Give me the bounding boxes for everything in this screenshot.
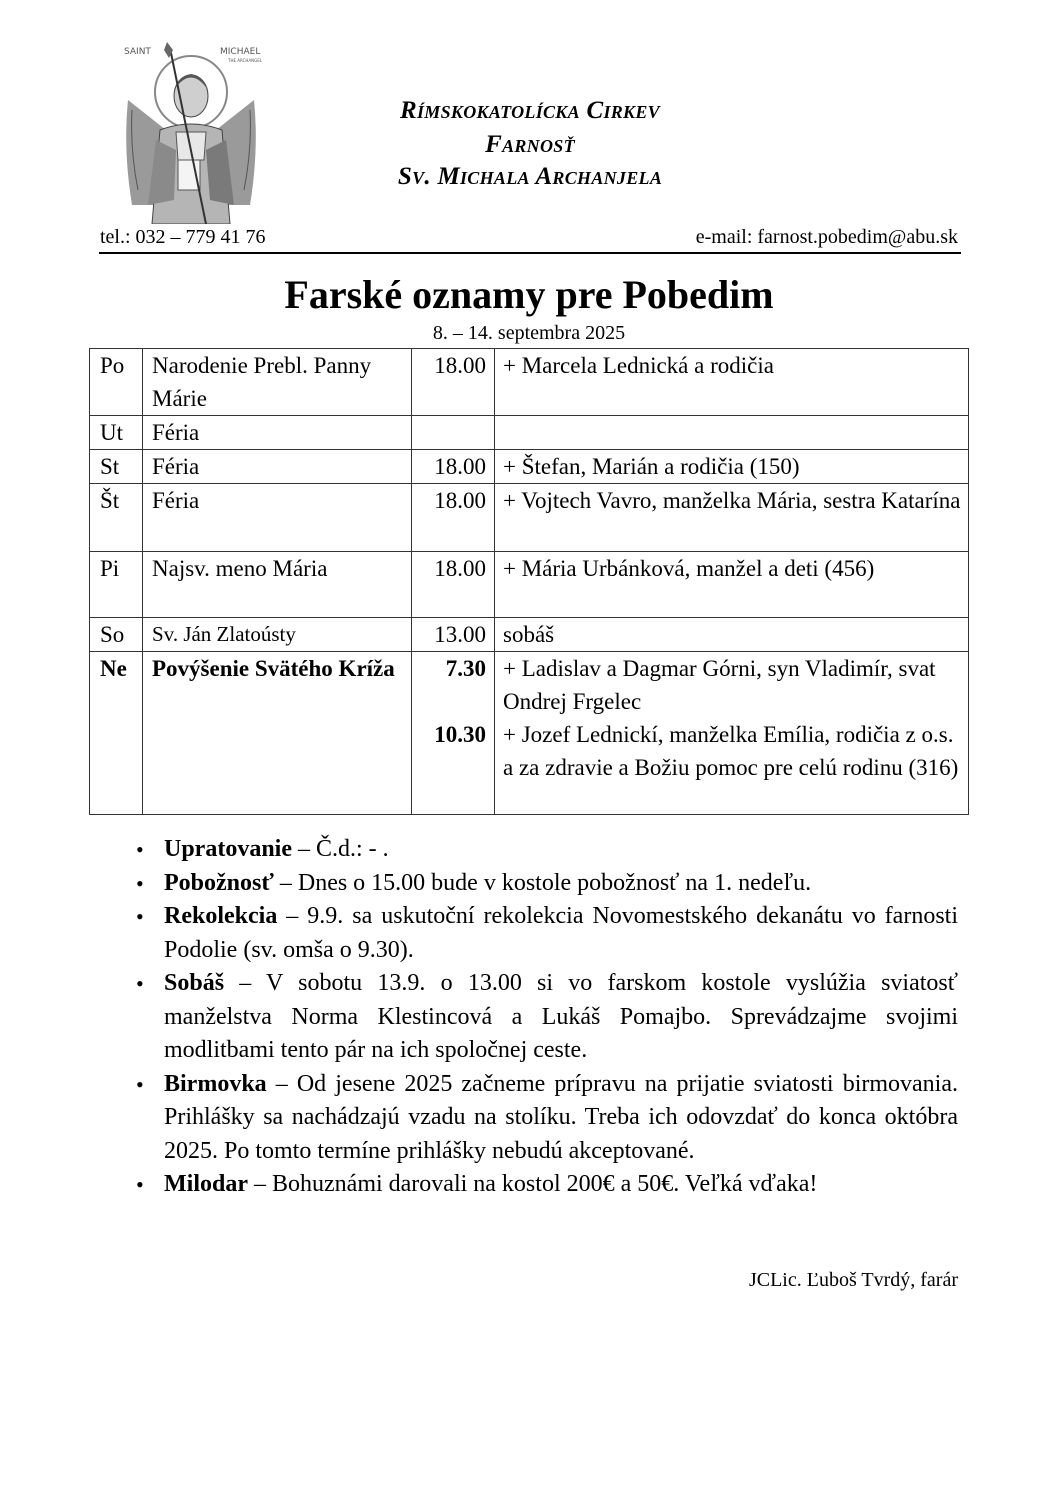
bullet-icon: • bbox=[136, 1071, 144, 1097]
time-entry: 7.30 bbox=[445, 656, 486, 681]
schedule-row bbox=[90, 349, 969, 416]
intention-entry: + Ladislav a Dagmar Górni, syn Vladimír, svat Ondrej Frgelec bbox=[503, 656, 936, 714]
bullet-icon: • bbox=[136, 837, 144, 862]
parish-name: Sv. Michala Archanjela bbox=[397, 163, 663, 190]
bullet-icon: • bbox=[136, 870, 144, 896]
date-range: 8. – 14. septembra 2025 bbox=[432, 322, 626, 344]
parish-label: Farnosť bbox=[485, 131, 575, 158]
time-entry: 10.30 bbox=[434, 722, 486, 747]
time-cell: 18.00 bbox=[412, 450, 495, 484]
notice-text: – 9.9. sa uskutoční rekolekcia Novomestského dekanátu vo farnosti Podolie (sv. omša o 9.30). bbox=[164, 903, 958, 963]
intention-cell: + Mária Urbánková, manžel a deti (456) bbox=[495, 552, 969, 618]
intention-cell: + Marcela Lednická a rodičia bbox=[495, 349, 969, 416]
notice-item bbox=[130, 833, 958, 867]
contact-phone: tel.: 032 – 779 41 76 bbox=[100, 226, 266, 248]
day-cell: Pi bbox=[90, 552, 143, 618]
schedule-row bbox=[90, 416, 969, 450]
svg-text:THE ARCHANGEL: THE ARCHANGEL bbox=[228, 58, 262, 63]
time-cell: 18.00 bbox=[412, 552, 495, 618]
notice-text: – Od jesene 2025 začneme prípravu na prijatie sviatosti birmovania. Prihlášky sa nachádzajú vzadu na stolíku. Treba ich odovzdať do konca októbra 2025. Po tomto termíne prihlášky nebudú akceptované. bbox=[164, 1070, 958, 1164]
schedule-row bbox=[90, 618, 969, 652]
time-cell: 13.00 bbox=[412, 618, 495, 652]
notice-label: Birmovka bbox=[164, 1070, 267, 1097]
contact-email[interactable]: e-mail: farnost.pobedim@abu.sk bbox=[695, 226, 958, 248]
intention-cell bbox=[495, 652, 969, 815]
page-title: Farské oznamy pre Pobedim bbox=[284, 272, 774, 317]
saint-michael-icon bbox=[118, 40, 264, 224]
feast-cell: Najsv. meno Mária bbox=[143, 552, 412, 618]
notice-item bbox=[130, 900, 958, 967]
intention-cell: + Štefan, Marián a rodičia (150) bbox=[495, 450, 969, 484]
schedule-row bbox=[90, 450, 969, 484]
day-cell: Po bbox=[90, 349, 143, 416]
day-cell: So bbox=[90, 618, 143, 652]
time-cell bbox=[412, 416, 495, 450]
notice-item bbox=[130, 1068, 958, 1169]
time-cell bbox=[412, 652, 495, 815]
feast-cell: Povýšenie Svätého Kríža bbox=[143, 652, 412, 815]
signature: JCLic. Ľuboš Tvrdý, farár bbox=[748, 1269, 958, 1291]
notice-text: – Č.d.: - . bbox=[292, 836, 389, 862]
notice-item bbox=[130, 1168, 958, 1202]
time-cell: 18.00 bbox=[412, 484, 495, 552]
notice-text: – Dnes o 15.00 bude v kostole pobožnosť na 1. nedeľu. bbox=[273, 869, 812, 896]
bullet-icon: • bbox=[136, 1172, 144, 1197]
notice-label: Milodar bbox=[164, 1171, 248, 1197]
notice-label: Upratovanie bbox=[164, 836, 292, 862]
notice-item bbox=[130, 867, 958, 901]
svg-text:MICHAEL: MICHAEL bbox=[220, 47, 261, 57]
notice-label: Pobožnosť bbox=[164, 869, 274, 896]
schedule-row bbox=[90, 552, 969, 618]
header-divider bbox=[99, 252, 961, 254]
intention-cell bbox=[495, 416, 969, 450]
feast-cell: Féria bbox=[143, 484, 412, 552]
notices-list bbox=[130, 833, 958, 1202]
feast-cell: Féria bbox=[143, 416, 412, 450]
day-cell: St bbox=[90, 450, 143, 484]
intention-cell: sobáš bbox=[495, 618, 969, 652]
feast-cell: Féria bbox=[143, 450, 412, 484]
notice-text: – V sobotu 13.9. o 13.00 si vo farskom kostole vyslúžia sviatosť manželstva Norma Klestincová a Lukáš Pomajbo. Sprevádzajme svojimi modlitbami tento pár na ich spoločnej ceste. bbox=[164, 970, 958, 1063]
feast-cell: Sv. Ján Zlatoústy bbox=[143, 618, 412, 652]
svg-text:SAINT: SAINT bbox=[124, 47, 151, 57]
day-cell: Št bbox=[90, 484, 143, 552]
bullet-icon: • bbox=[136, 971, 144, 996]
schedule-row bbox=[90, 652, 969, 815]
time-cell: 18.00 bbox=[412, 349, 495, 416]
notice-label: Rekolekcia bbox=[164, 903, 278, 929]
intention-cell: + Vojtech Vavro, manželka Mária, sestra Katarína bbox=[495, 484, 969, 552]
notice-label: Sobáš bbox=[164, 970, 225, 996]
day-cell: Ne bbox=[90, 652, 143, 815]
intention-entry: + Jozef Lednickí, manželka Emília, rodičia z o.s. a za zdravie a Božiu pomoc pre celú rodinu (316) bbox=[503, 722, 959, 780]
church-name: Rímskokatolícka Cirkev bbox=[400, 97, 660, 124]
bullet-icon: • bbox=[136, 904, 144, 929]
schedule-row bbox=[90, 484, 969, 552]
notice-text: – Bohuznámi darovali na kostol 200€ a 50€. Veľká vďaka! bbox=[248, 1171, 818, 1197]
day-cell: Ut bbox=[90, 416, 143, 450]
notice-item bbox=[130, 967, 958, 1068]
feast-cell: Narodenie Prebl. Panny Márie bbox=[143, 349, 412, 416]
mass-schedule-table bbox=[89, 348, 969, 815]
